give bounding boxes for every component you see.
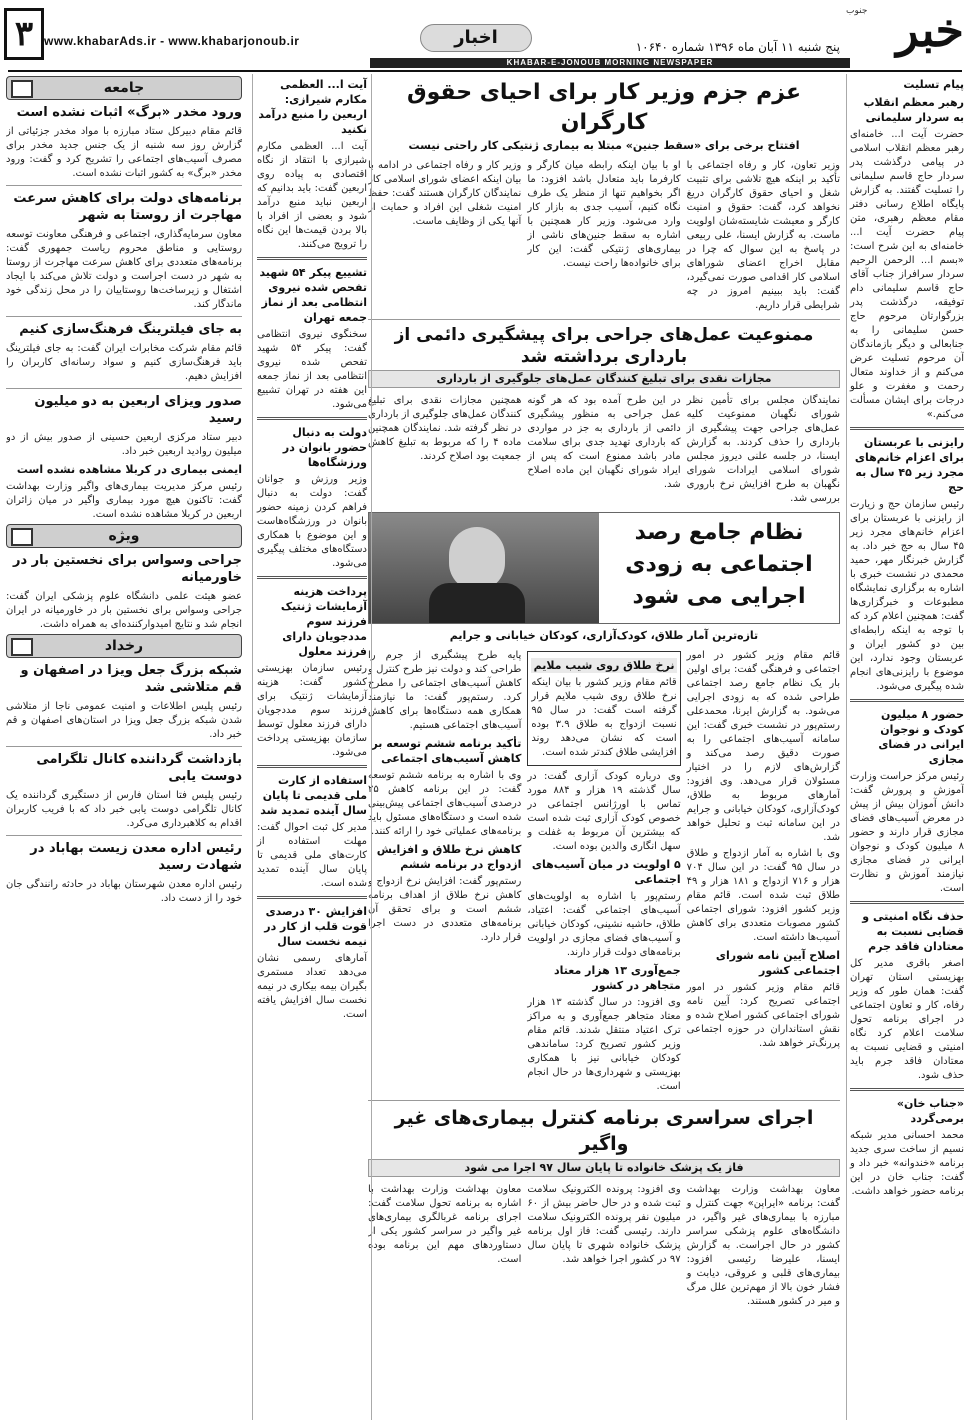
article-columns bbox=[368, 157, 840, 315]
article-text: نمایندگان مجلس برای تأمین نظر شورای نگهبان ممنوعیت کلیه عمل‌های جراحی جهت پیشگیری از بارداری را حذف کردند. به گزارش ایسنا، در جلسه علنی دیروز مجلس شورای اسلامی ایرادات شورای نگهبان به طرح افزایش نرخ باروری بررسی شد. bbox=[686, 395, 840, 504]
subheadline: مجازات نقدی برای تبلیغ کنندگان عمل‌های جلوگیری از بارداری bbox=[368, 370, 840, 388]
divider bbox=[257, 417, 367, 420]
subhead: تأکید برنامه ششم توسعه بر کاهش آسیب‌های اجتماعی bbox=[371, 737, 522, 765]
article-text: آیت ا... العظمی مکارم شیرازی با انتقاد از نگاه اقتصادی به پیاده روی اربعین گفت: باید بدانیم که اربعین نباید منبع درآمد شود و بعضی از افراد با بالا بردن قیمت‌ها این نگاه را ترویج می‌کنند. bbox=[257, 141, 367, 250]
article-text: دبیر ستاد مرکزی اربعین حسینی از صدور بیش از دو میلیون روادید اربعین خبر داد. bbox=[6, 432, 242, 457]
headline: به جای فیلترینگ فرهنگ‌سازی کنیم bbox=[19, 322, 242, 337]
main-column bbox=[368, 74, 840, 1420]
headline: اجرای سراسری برنامه کنترل بیماری‌های غیر واگیر bbox=[394, 1107, 814, 1155]
article-text: رئیس سازمان حج و زیارت از رایزنی با عربستان برای اعزام خانم‌های مجرد زیر ۴۵ سال به حج خبر داد. به گزارش خبرنگار مهر، حمید محمدی در نشست خبری با اشاره به برگزاری نمایشگاه مطبوعات و خبرگزاری‌ها گفت: همچنین اعلام کرد که با توجه به اینکه رابطه‌ای بین دو کشور ایران و عربستان وجود ندارد، این موضوع با رایزنی‌های انجام شده پیگیری می‌شود. bbox=[850, 499, 964, 692]
headline: رایزنی با عربستان برای اعزام خانم‌های مجرد زیر ۴۵ سال به حج bbox=[854, 436, 964, 494]
headline: «جناب خان» برمی‌گردد bbox=[896, 1097, 964, 1125]
article-text: حضرت آیت ا... خامنه‌ای رهبر معظم انقلاب اسلامی در پیامی درگذشت پدر سردار حاج قاسم سلیمانی را تسلیت گفتند. به گزارش پایگاه اطلاع رسانی دفتر مقام معظم رهبری، متن پیام حضرت آیت ا... خامنه‌ای به این شرح است: «بسم ا... الرحمن الرحیم سردار سرافراز جناب آقای حاج قاسم سلیمانی دام توفیقه، درگذشت پدر بزرگوارتان مرحوم حاج حسن سلیمانی را به جنابعالی و دیگر بازماندگان آن مرحوم تسلیت عرض می‌کنم و از خداوند متعال رحمت و مغفرت و علو درجات برای ایشان مسألت می‌کنم.» bbox=[850, 129, 964, 420]
article-text: رئیس سازمان بهزیستی کشور گفت: هزینه آزمایشات ژنتیک برای فرزند سوم مددجویان دارای فرزند معلول توسط سازمان بهزیستی پرداخت می‌شود. bbox=[257, 663, 367, 758]
inset-box bbox=[527, 651, 680, 766]
divider bbox=[257, 765, 367, 768]
article-text: رستم‌پور گفت: افزایش نرخ ازدواج و کاهش نرخ طلاق از اهداف برنامه ششم است و برای تحقق آن برنامه‌های متعددی در دست اجرا قرار دارد. bbox=[368, 876, 522, 943]
article-text: سخنگوی نیروی انتظامی گفت: پیکر ۵۴ شهید تفحص شده نیروی انتظامی بعد از نماز جمعه این هفته در تهران تشییع می‌شود. bbox=[257, 329, 367, 410]
article-text: وزیر کار و رفاه اجتماعی در ادامه با بیان اینکه اعضای شورای اسلامی کار نمایندگان کارگران هستند گفت: حفظ امنیت شغلی این افراد و حمایت از آنها یکی از وظایف ماست. bbox=[368, 160, 522, 227]
website-links[interactable]: www.khabarAds.ir - www.khabarjonoub.ir bbox=[44, 34, 300, 48]
article-text: همچنین مجازات نقدی برای تبلیغ کنندگان عمل‌های جلوگیری از بارداری در نظر گرفته شد. نمایندگان همچنین ماده ۴ را که مربوط به تبلیغ کاهش جمعیت بود اصلاح کردند. bbox=[368, 395, 522, 462]
masthead bbox=[0, 0, 970, 72]
headline: ورود مخدر «برگ» اثبات نشده است bbox=[16, 105, 242, 120]
article-text: رئیس مرکز مدیریت بیماری‌های واگیر وزارت بهداشت گفت: تاکنون هیچ مورد بیماری واگیر در میان زائران اربعین در کربلا مشاهده نشده است. bbox=[6, 481, 242, 520]
article-text: مدیر کل ثبت احوال گفت: مهلت استفاده از کارت‌های ملی قدیمی تا پایان سال آینده تمدید شده است. bbox=[257, 822, 367, 889]
divider bbox=[850, 699, 964, 702]
article-text: معاون بهداشت وزارت بهداشت با اشاره به برنامه تحول سلامت گفت: اجرای برنامه غربالگری بیماری‌های غیر واگیر در سراسر کشور یکی از دستاوردهای مهم این برنامه بوده است. bbox=[368, 1184, 522, 1265]
inset-text: قائم مقام وزیر کشور با بیان اینکه نرخ طلاق روی شیب ملایم قرار گرفته است گفت: در سال ۹۵ نسبت ازدواج به طلاق ۳.۹ بوده است که نشان می‌دهد روند افزایشی طلاق کندتر شده است. bbox=[531, 677, 677, 758]
article-text: آمارهای رسمی نشان می‌دهد تعداد مستمری بگیران بیمه بیکاری در نیمه نخست سال افزایش یافته است. bbox=[257, 953, 367, 1020]
article-text: وزیر تعاون، کار و رفاه اجتماعی با تأکید بر اینکه هیچ تلاشی برای تثبیت شغل و احیای حقوق کارگران دریغ نخواهد کرد، گفت: حقوق و امنیت کارگر و معیشت شایسته‌شان اولویت ماست. به گزارش ایسنا، علی ربیعی در پاسخ به این سوال که چرا در مقابل اخراج اعضای شوراهای اسلامی کار اقدامی صورت نمی‌گیرد، گفت: باید ببینیم امروز در چه شرایطی قرار داریم. bbox=[686, 160, 840, 311]
divider bbox=[850, 901, 964, 904]
left-column bbox=[6, 74, 242, 1420]
section-box-events: رخداد bbox=[6, 634, 242, 658]
middle-column bbox=[252, 74, 372, 1420]
divider bbox=[257, 257, 367, 260]
headline: آیت ا... العظمی مکارم شیرازی: اربعین را منبع درآمد نکنید bbox=[258, 78, 367, 136]
headline: پیام تسلیت bbox=[903, 78, 964, 91]
headline: عزم جزم وزیر کار برای احیای حقوق کارگران bbox=[406, 80, 802, 135]
subheadline: افتتاح برخی برای «سقط جنین» مبتلا به بیماری ژنتیکی کار راحتی نیست bbox=[408, 139, 800, 152]
article-text: معاون سرمایه‌گذاری، اجتماعی و فرهنگی معاونت توسعه روستایی و مناطق محروم ریاست جمهوری گفت: برنامه‌های متعددی برای کاهش سرعت مهاجرت از روستا به شهر در دست اجراست و دولت تلاش می‌کند با ایجاد اشتغال و زیرساخت‌ها روستاییان را در محل زندگی خود ماندگار کند. bbox=[6, 229, 242, 310]
subhead: جمع‌آوری ۱۳ هزار معتاد متجاهر در کشور bbox=[554, 964, 681, 992]
official-photo bbox=[369, 513, 599, 623]
divider bbox=[368, 1100, 840, 1101]
divider bbox=[6, 185, 242, 186]
headline: افزایش ۳۰ درصدی قوت قلب از کار در نیمه نخست سال bbox=[264, 905, 367, 948]
article-text: وی با اشاره به آمار ازدواج و طلاق در سال ۹۵ گفت: در این سال ۷۰۴ هزار و ۷۱۶ ازدواج و ۱۸۱ هزار و ۴۹ طلاق ثبت شده است. قائم مقام وزیر کشور افزود: شورای اجتماعی کشور مصوبات متعددی برای کاهش آسیب‌ها داشته است. bbox=[686, 848, 840, 943]
subhead: کاهش نرخ طلاق و افزایش ازدواج در برنامه ششم bbox=[376, 843, 522, 871]
article-text: رئیس پلیس فتا استان فارس از دستگیری گرداننده یک کانال تلگرامی دوست یابی خبر داد که با فریب کاربران اقدام به کلاهبرداری می‌کرد. bbox=[6, 790, 242, 829]
headline: برنامه‌های دولت برای کاهش سرعت مهاجرت از روستا به شهر bbox=[13, 191, 242, 223]
article-text: قائم مقام شرکت مخابرات ایران گفت: به جای فیلترینگ باید فرهنگ‌سازی کنیم و سواد رسانه‌ای کاربران را افزایش دهیم. bbox=[6, 343, 242, 382]
article-text: او با بیان اینکه رابطه میان کارگر و کارفرما باید متعادل باشد افزود: ما اگر بخواهیم تنها از منظر یک طرف نگاه کنیم، آسیب جدی به بازار کار وارد می‌شود. وزیر کار همچنین با اشاره به سقط جنین‌های ناشی از بیماری‌های ژنتیکی گفت: این کار برای خانواده‌ها راحت نیست. bbox=[527, 160, 681, 269]
subhead: ایمنی بیماری در کربلا مشاهده نشده است bbox=[16, 463, 242, 476]
header-rule bbox=[8, 70, 962, 72]
article-text: وزیر ورزش و جوانان گفت: دولت به دنبال فراهم کردن زمینه حضور بانوان در ورزشگاه‌هاست و این موضوع با همکاری دستگاه‌های مختلف پیگیری می‌شود. bbox=[257, 474, 367, 569]
section-label: اخبار bbox=[420, 24, 532, 52]
article-text: عضو هیئت علمی دانشگاه علوم پزشکی ایران گفت: جراحی وسواس برای نخستین بار در خاورمیانه در ایران انجام شد و نتایج امیدوارکننده‌ای به همراه داشت. bbox=[6, 591, 242, 630]
article-text: وی افزود: پرونده الکترونیک سلامت ثبت شده و در حال حاضر بیش از ۶۰ میلیون نفر پرونده الکترونیک سلامت دارند. رئیسی گفت: فاز اول برنامه پزشک خانواده شهری تا پایان سال ۹۷ در کشور اجرا خواهد شد. bbox=[527, 1184, 681, 1265]
article-text: وی درباره کودک آزاری گفت: در سال گذشته ۱۹ هزار و ۸۸۴ مورد تماس با اورژانس اجتماعی در خصوص کودک آزاری ثبت شده است که بیشترین آن مربوط به غفلت و سهل انگاری والدین بوده است. bbox=[527, 771, 681, 852]
logo-text: خبر bbox=[896, 3, 964, 57]
page-number: ۳ bbox=[4, 8, 44, 60]
newspaper-logo bbox=[846, 2, 964, 62]
inset-title: نرخ طلاق روی شیب ملایم bbox=[531, 658, 676, 673]
headline: استفاده از کارت ملی قدیمی تا پایان سال آینده تمدید شد bbox=[260, 774, 367, 817]
headline: پرداخت هزینه آزمایشات ژنتیک فرزند سوم مددجویان دارای فرزند معلول bbox=[280, 585, 367, 658]
article-text: در این طرح آمده بود که هر گونه عمل جراحی به منظور پیشگیری دائمی از بارداری به جز در مواردی که بارداری تهدید جدی برای سلامت مادر باشد ممنوع است که پس از ایراد شورای نگهبان این ماده اصلاح شد. bbox=[527, 395, 681, 490]
article-text: وی افزود: در سال گذشته ۱۳ هزار معتاد متجاهر جمع‌آوری و به مراکز ترک اعتیاد منتقل شدند. قائم مقام وزیر کشور تصریح کرد: ساماندهی کودکان خیابانی نیز با همکاری بهزیستی و شهرداری‌ها در حال انجام است. bbox=[527, 997, 681, 1092]
headline: تشییع پیکر ۵۴ شهید تفحص شده نیروی انتظامی بعد از نماز جمعه تهران bbox=[259, 266, 367, 324]
article-text: قائم مقام دبیرکل ستاد مبارزه با مواد مخدر جزئیاتی از گزارش روز سه شنبه از یک جنس جدید مخدر برای مصرف آسیب‌های اجتماعی را تشریح کرد و گفت: ورود مخدر «برگ» به کشور اثبات نشده است. bbox=[6, 126, 242, 179]
feature-headline: نظام جامع رصد اجتماعی به زودی اجرایی می شود bbox=[625, 520, 813, 609]
headline: دولت به دنبال حضور بانوان در ورزشگاه‌ها bbox=[282, 426, 367, 469]
divider bbox=[368, 319, 840, 320]
divider bbox=[6, 835, 242, 836]
article-text: رئیس مرکز حراست وزارت آموزش و پرورش گفت: دانش آموزان بیش از پیش در معرض آسیب‌های فضای مجازی قرار دارند و حضور ۸ میلیون کودک و نوجوان ایرانی در فضای مجازی نیازمند آموزش و نظارت است. bbox=[850, 771, 964, 894]
newspaper-icon bbox=[11, 638, 33, 656]
subhead: ۵ اولویت در میان آسیب‌های اجتماعی bbox=[531, 858, 681, 886]
divider bbox=[6, 746, 242, 747]
article-text: رئیس پلیس اطلاعات و امنیت عمومی ناجا از متلاشی شدن شبکه بزرگ جعل ویزا در استان‌های اصفهان و قم خبر داد. bbox=[6, 701, 242, 740]
article-text: قائم مقام وزیر کشور در امور اجتماعی و فرهنگی گفت: برای اولین بار یک نظام جامع رصد اجتماعی طراحی شده که به زودی اجرایی می‌شود. به گزارش ایرنا، محمدعلی رستم‌پور در نشست خبری گفت: این سامانه آسیب‌های اجتماعی را به صورت دقیق رصد می‌کند و گزارش‌های لازم را در اختیار مسئولان قرار می‌دهد. وی افزود: آمارهای مربوط به طلاق، کودک‌آزاری، کودکان خیابانی و جرایم در این سامانه ثبت و تحلیل خواهد شد. bbox=[686, 650, 840, 843]
feature-title-box bbox=[599, 513, 839, 623]
subhead: اصلاح آیین نامه شورای اجتماعی کشور bbox=[715, 949, 840, 977]
logo-subtext: جنوب bbox=[846, 6, 868, 16]
headline: صدور ویزای اربعین به دو میلیون رسید bbox=[34, 394, 242, 426]
article-text: پایه طرح پیشگیری از جرم را طراحی کند و دولت نیز طرح کنترل و کاهش آسیب‌های اجتماعی را مطرح کرد. رستم‌پور گفت: ما نیازمند همکاری همه دستگاه‌ها برای کاهش آسیب‌های اجتماعی هستیم. bbox=[368, 650, 522, 731]
section-box-society: جامعه bbox=[6, 76, 242, 100]
article-text: معاون بهداشت وزارت بهداشت گفت: برنامه «ایراپن» جهت کنترل و مبارزه با بیماری‌های غیر واگیر، در دانشگاه‌های علوم پزشکی سراسر کشور در حال اجراست. به گزارش ایسنا، علیرضا رئیسی افزود: بیماری‌های قلبی و عروقی، دیابت و فشار خون بالا از مهم‌ترین علل مرگ و میر در کشور هستند. bbox=[686, 1184, 840, 1307]
newspaper-icon bbox=[11, 528, 33, 546]
subheadline: فاز یک پزشک خانواده تا پایان سال ۹۷ اجرا می شود bbox=[368, 1159, 840, 1177]
headline: رئیس اداره معدن زیست بهاباد در شهادت رسید bbox=[30, 841, 242, 873]
article-columns bbox=[368, 392, 840, 508]
feature-columns bbox=[368, 647, 840, 1096]
article-text: وی با اشاره به برنامه ششم توسعه گفت: در این برنامه کاهش ۲۵ درصدی آسیب‌های اجتماعی پیش‌بینی شده است و دستگاه‌های مسئول باید برنامه‌های عملیاتی خود را ارائه کنند. bbox=[368, 770, 522, 837]
article-text: رئیس اداره معدن شهرستان بهاباد در حادثه رانندگی جان خود را از دست داد. bbox=[6, 879, 242, 904]
article-text: رستم‌پور با اشاره به اولویت‌های آسیب‌های اجتماعی گفت: اعتیاد، طلاق، حاشیه نشینی، کودکان خیابانی و آسیب‌های فضای مجازی در اولویت برنامه‌های دولت قرار دارند. bbox=[527, 891, 681, 958]
divider bbox=[6, 388, 242, 389]
headline: شبکه بزرگ جعل ویزا در اصفهان و قم متلاشی شد bbox=[20, 663, 242, 695]
headline: بازداشت گرداننده کانال تلگرامی دوست یابی bbox=[36, 752, 242, 784]
newspaper-icon bbox=[11, 80, 33, 98]
article-text: محمد احسانی مدیر شبکه نسیم از ساخت سری جدید برنامه «خندوانه» خبر داد و گفت: جناب خان در این برنامه حضور خواهد داشت. bbox=[850, 1130, 964, 1197]
english-strip: KHABAR-E-JONOUB MORNING NEWSPAPER bbox=[370, 58, 850, 68]
divider bbox=[257, 896, 367, 899]
article-text: قائم مقام وزیر کشور در امور اجتماعی تصریح کرد: آیین نامه شورای اجتماعی کشور اصلاح شده و نقش استانداران در حوزه اجتماعی پررنگ‌تر خواهد شد. bbox=[686, 982, 840, 1049]
feature-block bbox=[368, 512, 840, 624]
article-columns bbox=[368, 1181, 840, 1311]
headline: جراحی وسواس برای نخستین بار در خاورمیانه bbox=[12, 553, 242, 585]
headline: حضور ۸ میلیون کودک و نوجوان ایرانی در فضای مجازی bbox=[878, 708, 964, 766]
divider bbox=[850, 427, 964, 430]
divider bbox=[850, 1088, 964, 1091]
divider bbox=[6, 316, 242, 317]
date-issue: پنج شنبه ۱۱ آبان ماه ۱۳۹۶ شماره ۱۰۶۴۰ bbox=[635, 40, 840, 54]
feature-subheadline: تازه‌ترین آمار طلاق، کودک‌آزاری، کودکان خیابانی و جرایم bbox=[449, 629, 759, 642]
headline: ممنوعیت عمل‌های جراحی برای پیشگیری دائمی از بارداری برداشته شد bbox=[394, 325, 814, 367]
right-column bbox=[846, 74, 964, 1420]
section-box-special: ویژه bbox=[6, 524, 242, 548]
divider bbox=[257, 576, 367, 579]
article-text: اصغر باقری مدیر کل بهزیستی استان تهران گفت: همان طور که وزیر رفاه، کار و تعاون اجتماعی در اجرای برنامه تحول سلامت اعلام کرد نگاه امنیتی و قضایی نسبت به معتادان فاقد جرم باید حذف شود. bbox=[850, 958, 964, 1081]
headline: رهبر معظم انقلاب به سردار سلیمانی bbox=[863, 96, 964, 124]
headline: حذف نگاه امنیتی و قضایی نسبت به معتادان فاقد جرم bbox=[862, 910, 964, 953]
